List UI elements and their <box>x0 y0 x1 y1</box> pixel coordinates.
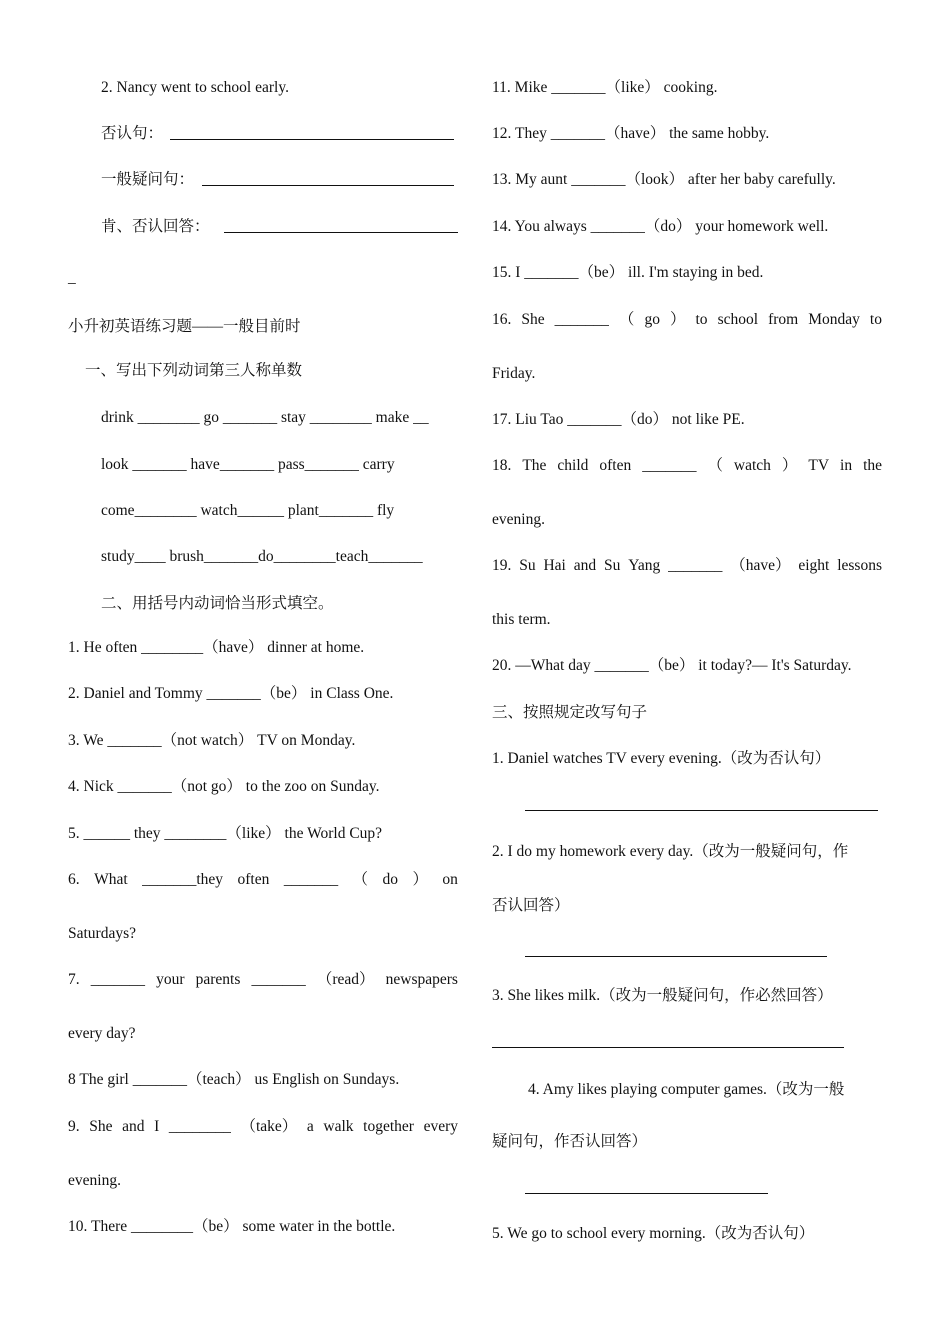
item-14: 14. You always _______（do） your homework well. <box>492 218 829 235</box>
item-16-w: from <box>768 311 799 328</box>
item-6-w: often <box>237 871 270 888</box>
item-6-w: 6. <box>68 871 80 888</box>
item-6-w: do <box>382 871 398 888</box>
verb-row-1: drink ________ go _______ stay ________ make __ <box>101 409 429 426</box>
item-19-w: Yang <box>628 557 661 574</box>
q2-question-answer-line[interactable] <box>202 185 454 186</box>
rewrite-1: 1. Daniel watches TV every evening.（改为否认句） <box>492 750 831 767</box>
item-7-w: _______ <box>90 971 145 988</box>
item-16-w: school <box>717 311 759 328</box>
section-1-title: 一、写出下列动词第三人称单数 <box>85 362 303 379</box>
verb-row-2: look _______ have_______ pass_______ carry <box>101 456 395 473</box>
item-2: 2. Daniel and Tommy _______（be） in Class One. <box>68 685 394 702</box>
item-20: 20. —What day _______（be） it today?— It's Saturday. <box>492 657 852 674</box>
item-16-w: go <box>644 311 660 328</box>
item-19-w: 19. <box>492 557 512 574</box>
item-16-w: to <box>869 311 882 328</box>
item-7-cont: every day? <box>68 1025 136 1042</box>
q2-answers-answer-line[interactable] <box>224 232 458 233</box>
item-9-w: together <box>363 1118 414 1135</box>
item-6 <box>68 870 458 890</box>
item-7-w: 7. <box>68 971 80 988</box>
item-7-w: newspapers <box>385 971 458 988</box>
rewrite-2b: 否认回答） <box>492 897 570 914</box>
item-16-cont: Friday. <box>492 365 536 382</box>
item-18-w: ） <box>781 457 798 474</box>
item-19-w: Hai <box>543 557 566 574</box>
rewrite-4a: 4. Amy likes playing computer games.（改为一般 <box>528 1081 845 1098</box>
stray-underscore: _ <box>68 269 76 286</box>
item-7-w: _______ <box>251 971 306 988</box>
item-18-w: TV <box>808 457 830 474</box>
rewrite-3: 3. She likes milk.（改为一般疑问句，作必然回答） <box>492 987 833 1004</box>
item-6-w: （ <box>352 871 369 888</box>
item-18-w: （ <box>707 457 723 474</box>
item-12: 12. They _______（have） the same hobby. <box>492 125 770 142</box>
q2-question-label: 一般疑问句： <box>101 171 195 188</box>
item-10: 10. There ________（be） some water in the bottle. <box>68 1218 396 1235</box>
verb-row-4: study____ brush_______do________teach_______ <box>101 548 423 565</box>
item-18-w: child <box>557 457 589 474</box>
q2-negative-label: 否认句： <box>101 125 164 142</box>
item-16-w: She <box>521 311 545 328</box>
item-6-cont: Saturdays? <box>68 925 137 942</box>
item-16-w: （ <box>618 311 635 328</box>
item-9 <box>68 1117 458 1137</box>
item-18-w: in <box>840 457 853 474</box>
rewrite-1-answer-line[interactable] <box>525 810 878 811</box>
item-16-w: ） <box>669 311 686 328</box>
item-18 <box>492 456 882 476</box>
item-16-w: Monday <box>808 311 860 328</box>
item-7-w: your <box>156 971 185 988</box>
item-18-w: the <box>863 457 882 474</box>
rewrite-4b: 疑问句，作否认回答） <box>492 1133 648 1150</box>
item-1: 1. He often ________（have） dinner at home. <box>68 639 365 656</box>
item-19-w: eight <box>798 557 830 574</box>
item-19-w: Su <box>603 557 621 574</box>
item-18-w: _______ <box>642 457 697 474</box>
item-15: 15. I _______（be） ill. I'm staying in bed. <box>492 264 764 281</box>
verb-row-3: come________ watch______ plant_______ fly <box>101 502 395 519</box>
item-16-w: 16. <box>492 311 512 328</box>
item-9-w: walk <box>323 1118 354 1135</box>
item-6-w: _______ <box>283 871 339 888</box>
item-5: 5. ______ they ________（like） the World Cup? <box>68 825 383 842</box>
item-9-w: 9. <box>68 1118 80 1135</box>
item-9-w: a <box>306 1118 314 1135</box>
item-9-w: every <box>423 1118 458 1135</box>
q2-negative-answer-line[interactable] <box>170 139 454 140</box>
item-16 <box>492 310 882 330</box>
item-9-w: She <box>89 1118 113 1135</box>
item-19-cont: this term. <box>492 611 551 628</box>
rewrite-2a: 2. I do my homework every day.（改为一般疑问句，作 <box>492 843 849 860</box>
item-6-w: _______they <box>142 871 224 888</box>
item-19-w: （have） <box>730 557 791 574</box>
item-6-w: on <box>442 871 458 888</box>
item-17: 17. Liu Tao _______（do） not like PE. <box>492 411 745 428</box>
rewrite-4-answer-line[interactable] <box>525 1193 768 1194</box>
item-19-w: and <box>573 557 597 574</box>
item-19-w: lessons <box>837 557 882 574</box>
item-18-w: The <box>522 457 547 474</box>
rewrite-5: 5. We go to school every morning.（改为否认句） <box>492 1225 815 1242</box>
item-18-w: 18. <box>492 457 512 474</box>
item-9-w: （take） <box>240 1118 298 1135</box>
item-19-w: Su <box>519 557 536 574</box>
item-18-w: often <box>599 457 632 474</box>
section-2-title: 二、用括号内动词恰当形式填空。 <box>101 595 334 612</box>
item-13: 13. My aunt _______（look） after her baby carefully. <box>492 171 836 188</box>
item-18-cont: evening. <box>492 511 545 528</box>
item-9-w: ________ <box>168 1118 231 1135</box>
q2-title: 2. Nancy went to school early. <box>101 79 289 96</box>
item-19-w: _______ <box>668 557 723 574</box>
item-9-cont: evening. <box>68 1172 121 1189</box>
item-4: 4. Nick _______（not go） to the zoo on Sunday. <box>68 778 380 795</box>
item-19 <box>492 556 882 576</box>
item-18-w: watch <box>733 457 771 474</box>
item-11: 11. Mike _______（like） cooking. <box>492 79 718 96</box>
item-7-w: parents <box>195 971 241 988</box>
item-16-w: _______ <box>554 311 609 328</box>
item-16-w: to <box>695 311 708 328</box>
item-9-w: and <box>122 1118 145 1135</box>
worksheet-title: 小升初英语练习题——一般目前时 <box>68 318 301 335</box>
rewrite-2-answer-line[interactable] <box>525 956 827 957</box>
item-3: 3. We _______（not watch） TV on Monday. <box>68 732 356 749</box>
item-7-w: （read） <box>316 971 375 988</box>
rewrite-3-answer-line[interactable] <box>492 1047 844 1048</box>
item-6-w: What <box>94 871 128 888</box>
q2-answers-label: 肯、否认回答： <box>101 218 210 235</box>
item-9-w: I <box>154 1118 160 1135</box>
item-6-w: ） <box>412 871 428 888</box>
section-3-title: 三、按照规定改写句子 <box>492 704 648 721</box>
item-7 <box>68 970 458 990</box>
item-8: 8 The girl _______（teach） us English on Sundays. <box>68 1071 400 1088</box>
